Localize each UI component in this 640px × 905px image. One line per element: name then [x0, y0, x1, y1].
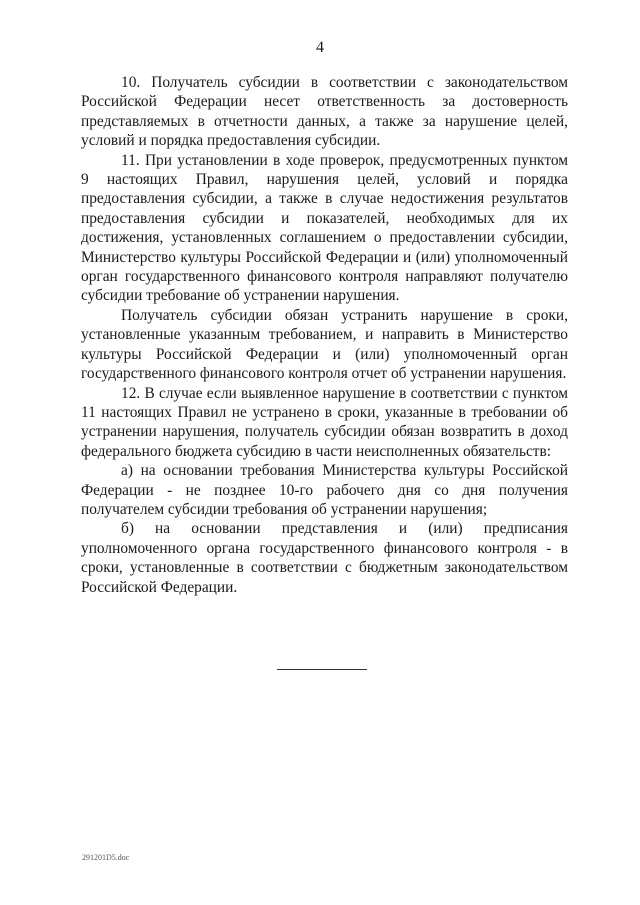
paragraph-11-obligation: Получатель субсидии обязан устранить нарушение в сроки, установленные указанным требованием, и направить в Министерство культуры Российской Федерации и (или) уполномоченный орган государственного финансового контроля отчет об устранении нарушения.: [81, 306, 568, 383]
paragraph-11: 11. При установлении в ходе проверок, предусмотренных пунктом 9 настоящих Правил, нарушения целей, условий и порядка предоставления субсидии, а также в случае недостижения результатов предоставления субсидии и показателей, необходимых для их достижения, установленных соглашением о предоставлении субсидии, Министерство культуры Российской Федерации и (или) уполномоченный орган государственного финансового контроля направляют получателю субсидии требование об устранении нарушения.: [81, 151, 568, 305]
page-number: 4: [316, 39, 324, 56]
paragraph-12: 12. В случае если выявленное нарушение в соответствии с пунктом 11 настоящих Правил не устранено в сроки, указанные в требовании об устранении нарушения, получатель субсидии обязан возвратить в доход федерального бюджета субсидию в части неисполненных обязательств:: [81, 384, 568, 460]
paragraph-12-b: б) на основании представления и (или) предписания уполномоченного органа государственного финансового контроля - в сроки, установленные в соответствии с бюджетным законодательством Российской Федерации.: [81, 520, 568, 596]
paragraph-10: 10. Получатель субсидии в соответствии с законодательством Российской Федерации несет ответственность за достоверность представляемых в отчетности данных, а также за нарушение целей, условий и порядка предоставления субсидии.: [81, 74, 568, 150]
document-body: [81, 73, 568, 597]
paragraph-12-a: а) на основании требования Министерства культуры Российской Федерации - не позднее 10-го рабочего дня со дня получения получателем субсидии требования об устранении нарушения;: [81, 462, 568, 518]
footer-file-name: 291201D5.doc: [82, 853, 130, 862]
end-separator-line: [277, 669, 367, 670]
